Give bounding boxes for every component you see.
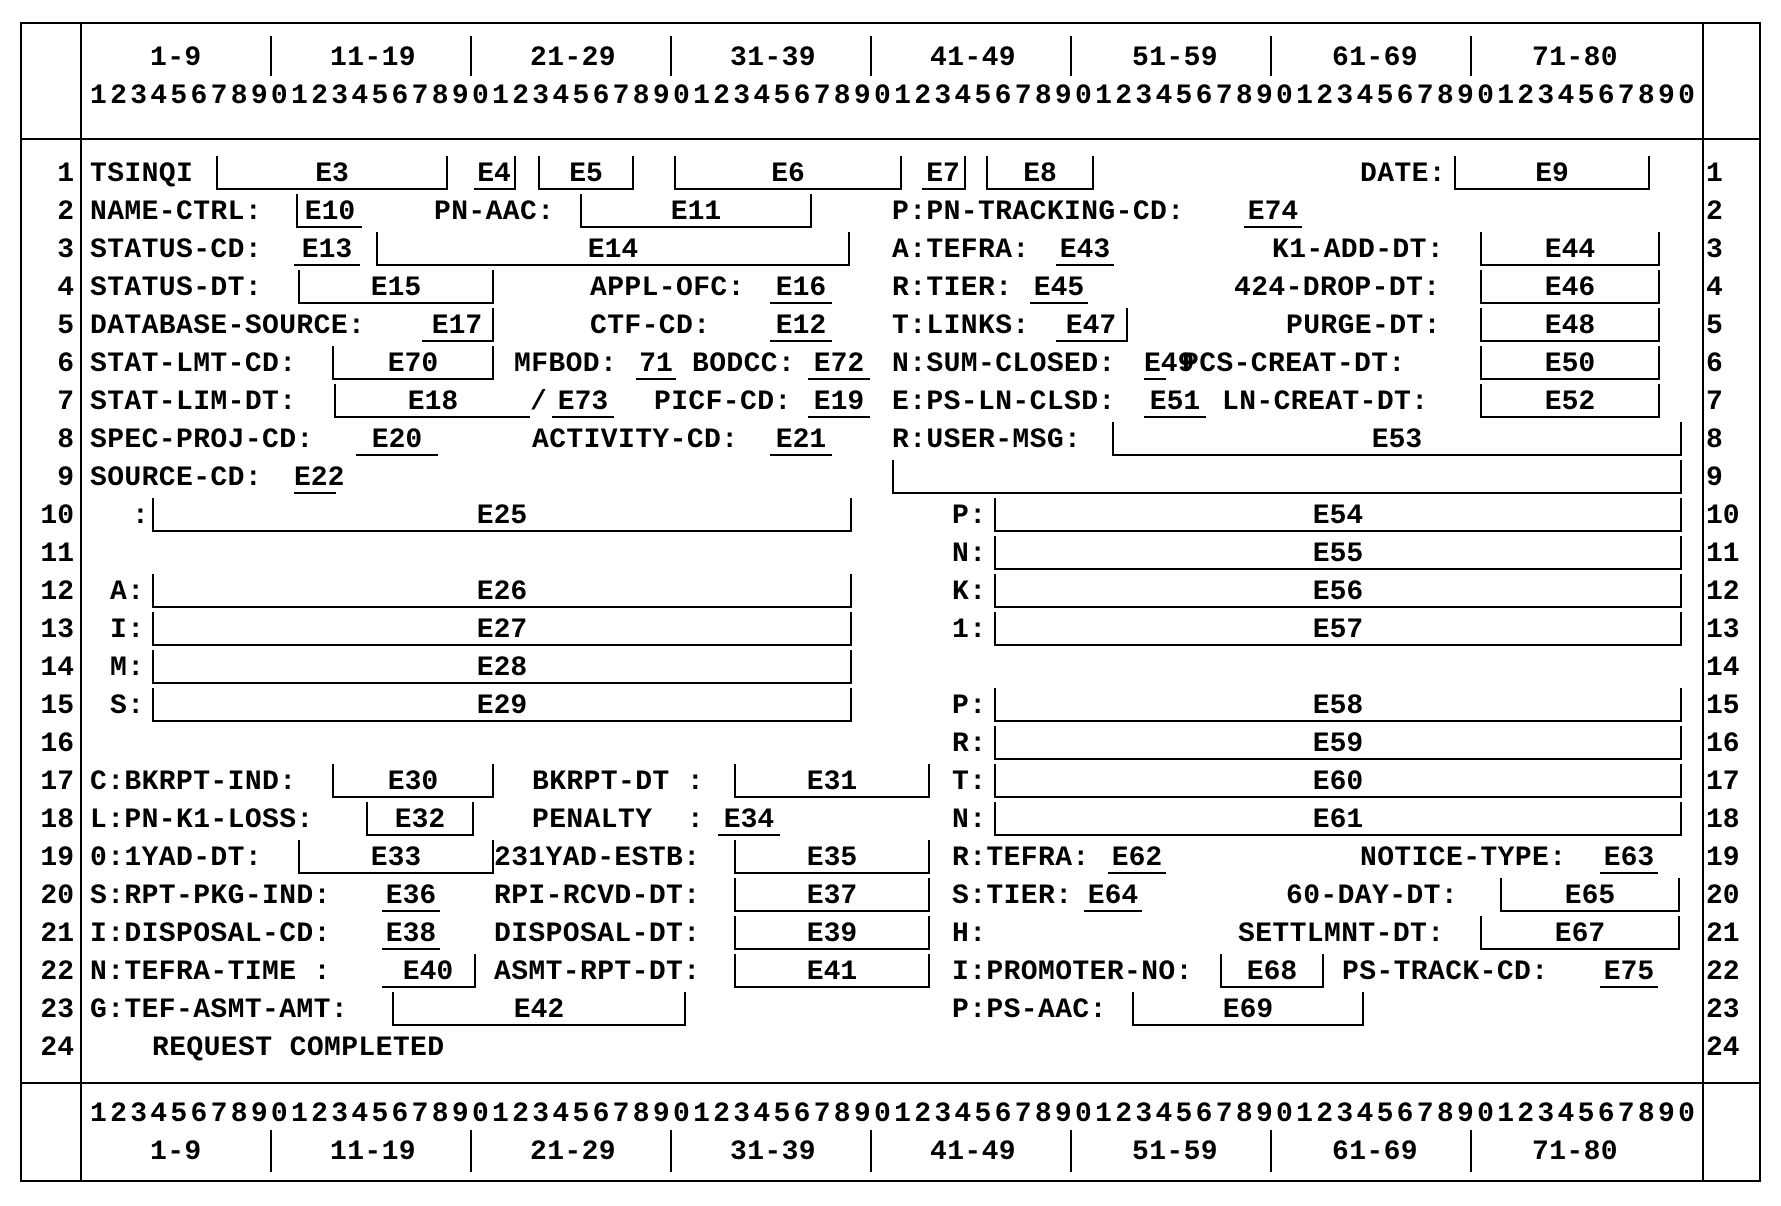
links-label: T:LINKS: (892, 311, 1030, 342)
e39-field[interactable]: E39 (734, 916, 930, 950)
e47-field[interactable]: E47 (1056, 308, 1128, 342)
ruler-tick (1470, 36, 1472, 76)
row-number: 18 (40, 805, 74, 836)
ruler-tick (870, 1130, 872, 1172)
e18-field[interactable]: E18 (334, 384, 530, 418)
tier-label: R:TIER: (892, 273, 1013, 304)
rpi-rcvd-dt-label: RPI-RCVD-DT: (494, 881, 701, 912)
disposal-dt-label: DISPOSAL-DT: (494, 919, 701, 950)
row-number: 24 (40, 1033, 74, 1064)
ruler-tick (1070, 1130, 1072, 1172)
i-label: I: (110, 615, 145, 646)
row-number: 7 (57, 387, 74, 418)
e5-field[interactable]: E5 (538, 156, 634, 190)
row-number: 4 (57, 273, 74, 304)
row-number: 22 (40, 957, 74, 988)
stat-lmt-cd-label: STAT-LMT-CD: (90, 349, 297, 380)
terminal-screen-layout (20, 22, 1761, 1182)
e8-field[interactable]: E8 (986, 156, 1094, 190)
e64-field[interactable]: E64 (1084, 878, 1142, 912)
row-number: 8 (1706, 425, 1723, 456)
ruler-group: 11-19 (330, 1137, 417, 1168)
ruler-tick (1070, 36, 1072, 76)
ruler-group: 1-9 (150, 1137, 202, 1168)
bodcc-label: BODCC: (692, 349, 796, 380)
row-number: 12 (1706, 577, 1740, 608)
e16-field[interactable]: E16 (770, 270, 832, 304)
row-number: 2 (1706, 197, 1723, 228)
name-ctrl-label: NAME-CTRL: (90, 197, 263, 228)
notice-type-label: NOTICE-TYPE: (1360, 843, 1567, 874)
n-label: N: (952, 539, 987, 570)
ruler-group: 71-80 (1532, 43, 1619, 74)
yad-estb-label: 231YAD-ESTB: (494, 843, 701, 874)
rpt-pkg-ind-label: S:RPT-PKG-IND: (90, 881, 331, 912)
e43-field[interactable]: E43 (1056, 232, 1114, 266)
ruler-tick (470, 36, 472, 76)
row-number: 8 (57, 425, 74, 456)
tef-asmt-amt-label: G:TEF-ASMT-AMT: (90, 995, 349, 1026)
row-number: 14 (1706, 653, 1740, 684)
e75-field[interactable]: E75 (1600, 954, 1658, 988)
e32-field[interactable]: E32 (366, 802, 474, 836)
e67-field[interactable]: E67 (1480, 916, 1680, 950)
row-number: 3 (1706, 235, 1723, 266)
row-number: 10 (40, 501, 74, 532)
ruler-group: 61-69 (1332, 1137, 1419, 1168)
e33-field[interactable]: E33 (298, 840, 494, 874)
bkrpt-ind-label: C:BKRPT-IND: (90, 767, 297, 798)
e55-field[interactable]: E55 (994, 536, 1682, 570)
ruler-group: 31-39 (730, 43, 817, 74)
row-number: 5 (1706, 311, 1723, 342)
e26-field[interactable]: E26 (152, 574, 852, 608)
row-number: 17 (1706, 767, 1740, 798)
h-label: H: (952, 919, 987, 950)
ruler-group: 21-29 (530, 43, 617, 74)
pn-tracking-label: P:PN-TRACKING-CD: (892, 197, 1185, 228)
ruler-group: 41-49 (930, 43, 1017, 74)
pcs-creat-dt-label: PCS-CREAT-DT: (1182, 349, 1406, 380)
e51-field[interactable]: E51 (1144, 384, 1206, 418)
slash-separator: / (530, 387, 548, 418)
purge-dt-label: PURGE-DT: (1286, 311, 1441, 342)
bkrpt-dt-label: BKRPT-DT : (532, 767, 705, 798)
a-label: A: (110, 577, 145, 608)
row-number: 12 (40, 577, 74, 608)
row-number: 15 (40, 691, 74, 722)
e48-field[interactable]: E48 (1480, 308, 1660, 342)
row-number: 13 (40, 615, 74, 646)
row-number: 22 (1706, 957, 1740, 988)
ln-creat-dt-label: LN-CREAT-DT: (1222, 387, 1429, 418)
ruler-digits: 12345678901234567890123456789012345678901234567890123456789012345678901234567890 (90, 1099, 1699, 1130)
ruler-group: 21-29 (530, 1137, 617, 1168)
ruler-tick (1270, 36, 1272, 76)
penalty-label: PENALTY : (532, 805, 705, 836)
row-number: 4 (1706, 273, 1723, 304)
k-label: K: (952, 577, 987, 608)
ctf-cd-label: CTF-CD: (590, 311, 711, 342)
e7-field[interactable]: E7 (922, 156, 966, 190)
row-number: 19 (40, 843, 74, 874)
pn-aac-label: PN-AAC: (434, 197, 555, 228)
row-number: 20 (40, 881, 74, 912)
e61-field[interactable]: E61 (994, 802, 1682, 836)
e65-field[interactable]: E65 (1500, 878, 1680, 912)
asmt-rpt-dt-label: ASMT-RPT-DT: (494, 957, 701, 988)
ruler-group: 41-49 (930, 1137, 1017, 1168)
e13-field[interactable]: E13 (294, 232, 360, 266)
ruler-group: 71-80 (1532, 1137, 1619, 1168)
ps-ln-clsd-label: E:PS-LN-CLSD: (892, 387, 1116, 418)
e54-field[interactable]: E54 (994, 498, 1682, 532)
e35-field[interactable]: E35 (734, 840, 930, 874)
e56-field[interactable]: E56 (994, 574, 1682, 608)
e30-field[interactable]: E30 (332, 764, 494, 798)
appl-ofc-label: APPL-OFC: (590, 273, 745, 304)
e3-field[interactable]: E3 (216, 156, 448, 190)
row-number: 10 (1706, 501, 1740, 532)
e37-field[interactable]: E37 (734, 878, 930, 912)
e31-field[interactable]: E31 (734, 764, 930, 798)
ruler-group: 1-9 (150, 43, 202, 74)
e28-field[interactable]: E28 (152, 650, 852, 684)
user-msg-line2-field[interactable] (892, 460, 1682, 494)
e34-field[interactable]: E34 (718, 802, 780, 836)
spec-proj-cd-label: SPEC-PROJ-CD: (90, 425, 314, 456)
row-number: 9 (57, 463, 74, 494)
e45-field[interactable]: E45 (1030, 270, 1088, 304)
e69-field[interactable]: E69 (1132, 992, 1364, 1026)
e68-field[interactable]: E68 (1220, 954, 1324, 988)
e40-field[interactable]: E40 (382, 954, 476, 988)
e19-field[interactable]: E19 (808, 384, 870, 418)
e46-field[interactable]: E46 (1480, 270, 1660, 304)
t-label: T: (952, 767, 987, 798)
e14-field[interactable]: E14 (376, 232, 850, 266)
sum-closed-label: N:SUM-CLOSED: (892, 349, 1116, 380)
e36-field[interactable]: E36 (382, 878, 440, 912)
drop-dt-label: 424-DROP-DT: (1234, 273, 1441, 304)
e20-field[interactable]: E20 (356, 422, 438, 456)
s-label: S: (110, 691, 145, 722)
e22-field[interactable]: E22 (294, 460, 336, 494)
row-number: 1 (57, 159, 74, 190)
row-number: 14 (40, 653, 74, 684)
row-number: 5 (57, 311, 74, 342)
row-number: 11 (40, 539, 74, 570)
e42-field[interactable]: E42 (392, 992, 686, 1026)
sixty-day-dt-label: 60-DAY-DT: (1286, 881, 1459, 912)
row-number: 2 (57, 197, 74, 228)
e63-field[interactable]: E63 (1600, 840, 1658, 874)
tefra-label: A:TEFRA: (892, 235, 1030, 266)
tefra-label: R:TEFRA: (952, 843, 1090, 874)
e62-field[interactable]: E62 (1108, 840, 1166, 874)
e12-field[interactable]: E12 (770, 308, 832, 342)
ps-aac-label: P:PS-AAC: (952, 995, 1107, 1026)
e15-field[interactable]: E15 (298, 270, 494, 304)
row-number: 6 (1706, 349, 1723, 380)
database-source-label: DATABASE-SOURCE: (90, 311, 366, 342)
e9-field[interactable]: E9 (1454, 156, 1650, 190)
ruler-tick (1270, 1130, 1272, 1172)
row-number: 3 (57, 235, 74, 266)
status-cd-label: STATUS-CD: (90, 235, 263, 266)
row-number: 23 (1706, 995, 1740, 1026)
e17-field[interactable]: E17 (422, 308, 494, 342)
activity-cd-label: ACTIVITY-CD: (532, 425, 739, 456)
e38-field[interactable]: E38 (382, 916, 440, 950)
r-label: R: (952, 729, 987, 760)
ps-track-cd-label: PS-TRACK-CD: (1342, 957, 1549, 988)
row-number: 17 (40, 767, 74, 798)
m-label: M: (110, 653, 145, 684)
row-number: 18 (1706, 805, 1740, 836)
tier-label: S:TIER: (952, 881, 1073, 912)
top-ruler-divider (22, 138, 1759, 140)
row-number: 20 (1706, 881, 1740, 912)
ruler-group: 31-39 (730, 1137, 817, 1168)
e73-field[interactable]: E73 (552, 384, 614, 418)
e74-field[interactable]: E74 (1244, 194, 1302, 228)
e4-field[interactable]: E4 (474, 156, 516, 190)
promoter-no-label: I:PROMOTER-NO: (952, 957, 1193, 988)
row-number: 1 (1706, 159, 1723, 190)
row-number: 15 (1706, 691, 1740, 722)
row-number: 6 (57, 349, 74, 380)
row-number: 23 (40, 995, 74, 1026)
e25-field[interactable]: E25 (152, 498, 852, 532)
stat-lim-dt-label: STAT-LIM-DT: (90, 387, 297, 418)
settlmnt-dt-label: SETTLMNT-DT: (1238, 919, 1445, 950)
k1-add-dt-label: K1-ADD-DT: (1272, 235, 1445, 266)
user-msg-label: R:USER-MSG: (892, 425, 1082, 456)
e21-field[interactable]: E21 (770, 422, 832, 456)
yad-dt-label: 0:1YAD-DT: (90, 843, 263, 874)
e27-field[interactable]: E27 (152, 612, 852, 646)
row-number: 13 (1706, 615, 1740, 646)
mfbod-value[interactable]: 71 (636, 346, 676, 380)
date-label: DATE: (1360, 159, 1447, 190)
row-number: 16 (1706, 729, 1740, 760)
ruler-tick (270, 36, 272, 76)
tefra-time-label: N:TEFRA-TIME : (90, 957, 331, 988)
e50-field[interactable]: E50 (1480, 346, 1660, 380)
e49-field[interactable]: E49 (1144, 346, 1166, 380)
ruler-tick (1470, 1130, 1472, 1172)
status-message: REQUEST COMPLETED (152, 1033, 445, 1064)
tsinqi-label: TSINQI (90, 159, 194, 190)
e70-field[interactable]: E70 (332, 346, 494, 380)
one-label: 1: (952, 615, 987, 646)
ruler-tick (670, 36, 672, 76)
e72-field[interactable]: E72 (808, 346, 870, 380)
row-number: 7 (1706, 387, 1723, 418)
e44-field[interactable]: E44 (1480, 232, 1660, 266)
n-label: N: (952, 805, 987, 836)
e6-field[interactable]: E6 (674, 156, 902, 190)
e11-field[interactable]: E11 (580, 194, 812, 228)
row-number: 16 (40, 729, 74, 760)
bottom-ruler-divider (22, 1082, 1759, 1084)
row-number: 24 (1706, 1033, 1740, 1064)
e60-field[interactable]: E60 (994, 764, 1682, 798)
ruler-digits: 12345678901234567890123456789012345678901234567890123456789012345678901234567890 (90, 81, 1699, 112)
row-number: 11 (1706, 539, 1740, 570)
row-number: 21 (1706, 919, 1740, 950)
mfbod-label: MFBOD: (514, 349, 618, 380)
e53-field[interactable]: E53 (1112, 422, 1682, 456)
e41-field[interactable]: E41 (734, 954, 930, 988)
e59-field[interactable]: E59 (994, 726, 1682, 760)
e57-field[interactable]: E57 (994, 612, 1682, 646)
ruler-tick (470, 1130, 472, 1172)
row-number: 9 (1706, 463, 1723, 494)
p-label: P: (952, 501, 987, 532)
colon-label: : (132, 501, 150, 532)
e58-field[interactable]: E58 (994, 688, 1682, 722)
status-dt-label: STATUS-DT: (90, 273, 263, 304)
disposal-cd-label: I:DISPOSAL-CD: (90, 919, 331, 950)
ruler-tick (670, 1130, 672, 1172)
row-number: 19 (1706, 843, 1740, 874)
picf-cd-label: PICF-CD: (654, 387, 792, 418)
left-margin-divider (80, 24, 82, 1180)
e10-field[interactable]: E10 (296, 194, 362, 228)
pn-k1-loss-label: L:PN-K1-LOSS: (90, 805, 314, 836)
ruler-group: 51-59 (1132, 1137, 1219, 1168)
ruler-group: 51-59 (1132, 43, 1219, 74)
row-number: 21 (40, 919, 74, 950)
ruler-tick (270, 1130, 272, 1172)
ruler-tick (870, 36, 872, 76)
p-label: P: (952, 691, 987, 722)
e29-field[interactable]: E29 (152, 688, 852, 722)
ruler-group: 11-19 (330, 43, 417, 74)
ruler-group: 61-69 (1332, 43, 1419, 74)
e52-field[interactable]: E52 (1480, 384, 1660, 418)
source-cd-label: SOURCE-CD: (90, 463, 263, 494)
